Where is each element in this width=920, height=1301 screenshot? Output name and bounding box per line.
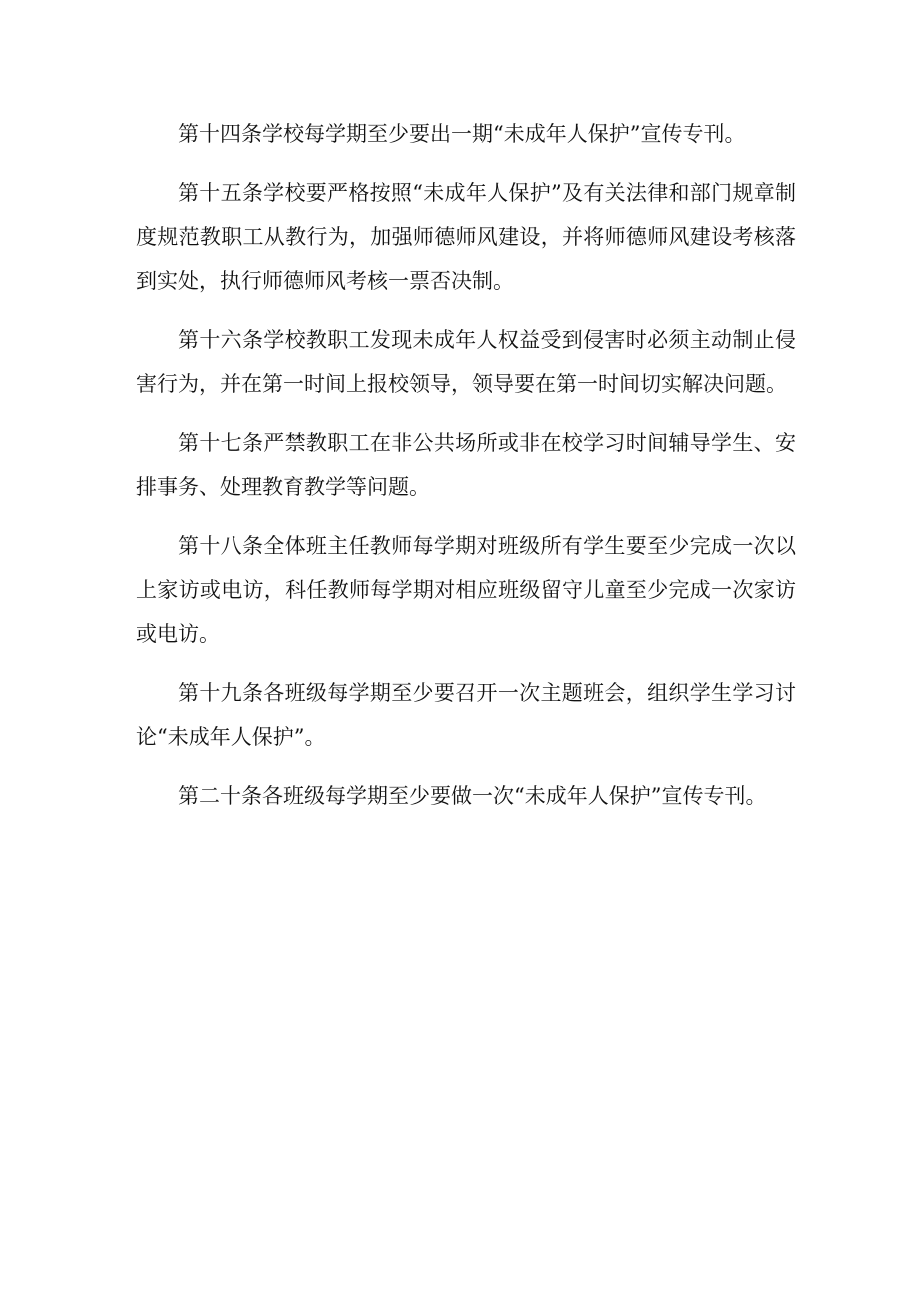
article-19: 第十九条各班级每学期至少要召开一次主题班会，组织学生学习讨论“未成年人保护”。	[136, 681, 796, 749]
article-17: 第十七条严禁教职工在非公共场所或非在校学习时间辅导学生、安排事务、处理教育教学等问题。	[136, 431, 796, 499]
article-14: 第十四条学校每学期至少要出一期“未成年人保护”宣传专刊。	[178, 122, 746, 146]
article-15: 第十五条学校要严格按照“未成年人保护”及有关法律和部门规章制度规范教职工从教行为，加强师德师风建设，并将师德师风建设考核落到实处，执行师德师风考核一票否决制。	[136, 181, 796, 293]
article-20: 第二十条各班级每学期至少要做一次“未成年人保护”宣传专刊。	[178, 784, 767, 808]
article-16: 第十六条学校教职工发现未成年人权益受到侵害时必须主动制止侵害行为，并在第一时间上报校领导，领导要在第一时间切实解决问题。	[136, 328, 796, 396]
article-18: 第十八条全体班主任教师每学期对班级所有学生要至少完成一次以上家访或电访，科任教师每学期对相应班级留守儿童至少完成一次家访或电访。	[136, 534, 796, 646]
document-body	[136, 112, 796, 833]
